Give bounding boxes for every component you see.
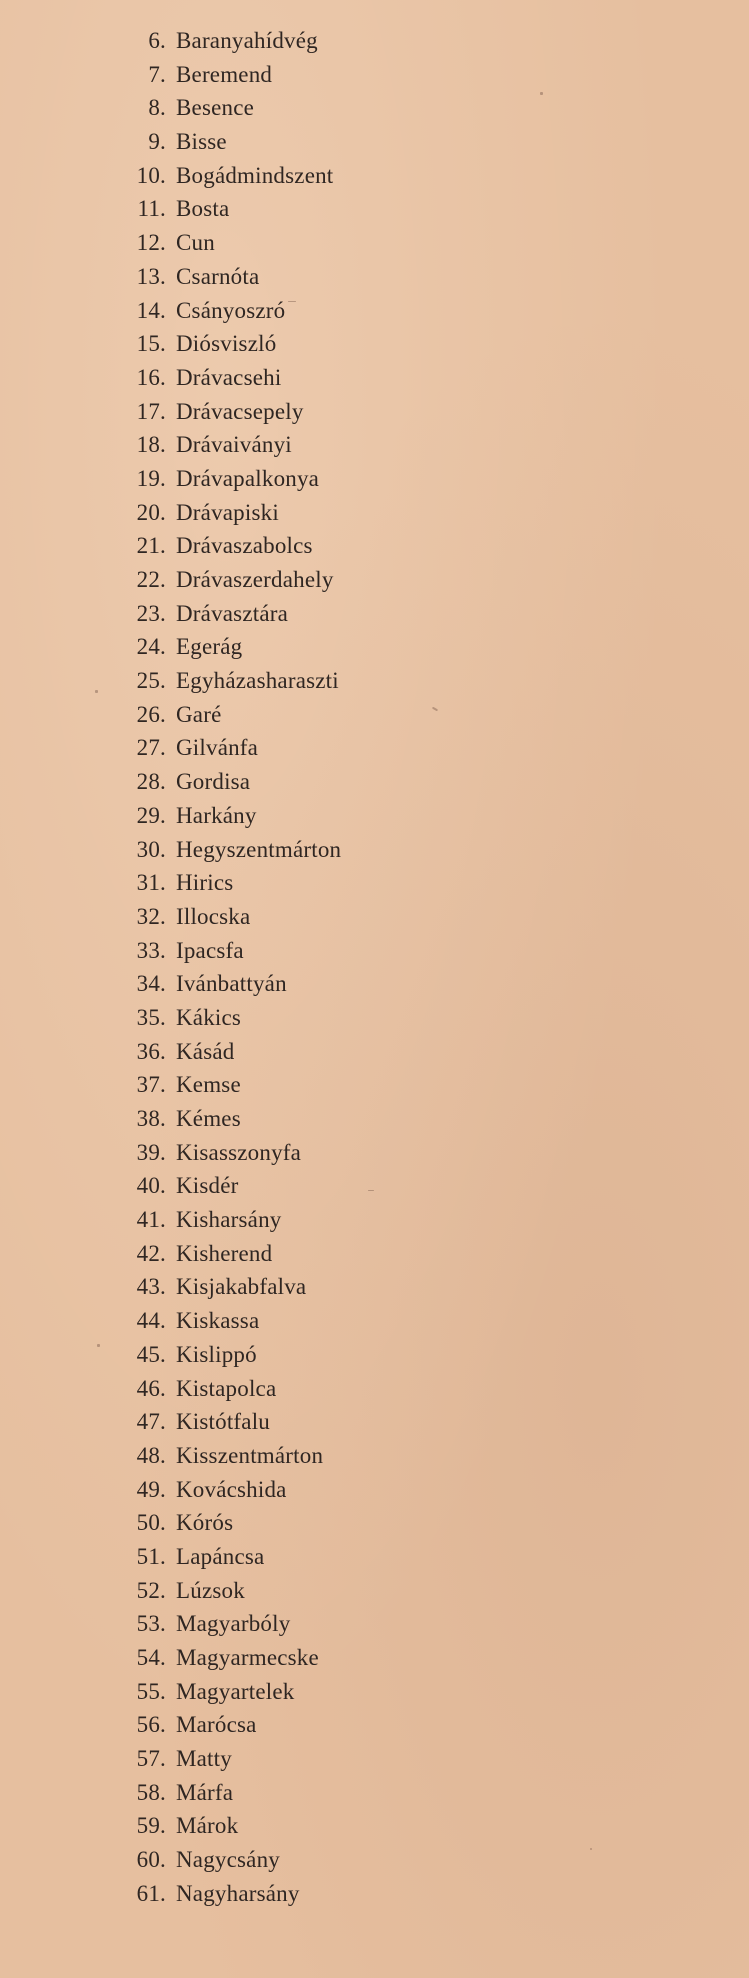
item-name: Magyarbóly xyxy=(176,1611,291,1637)
paper-speck xyxy=(540,92,543,95)
item-name: Matty xyxy=(176,1746,232,1772)
item-name: Kisharsány xyxy=(176,1207,282,1233)
item-name: Drávaszabolcs xyxy=(176,533,313,559)
item-name: Drávapalkonya xyxy=(176,465,320,491)
list-item xyxy=(110,698,341,732)
item-name: Kisszentmárton xyxy=(176,1442,324,1468)
item-number: 57. xyxy=(136,1746,166,1772)
item-number: 53. xyxy=(136,1611,166,1637)
item-number: 48. xyxy=(136,1442,166,1468)
item-number: 51. xyxy=(136,1543,166,1569)
list-item xyxy=(110,529,341,563)
list-item xyxy=(110,1203,341,1237)
item-number: 39. xyxy=(136,1139,166,1165)
list-item xyxy=(110,496,341,530)
paper-speck xyxy=(432,707,438,712)
list-item xyxy=(110,260,341,294)
item-number: 35. xyxy=(136,1004,166,1030)
settlement-list xyxy=(110,24,341,1911)
list-item xyxy=(110,1035,341,1069)
item-number: 38. xyxy=(136,1106,166,1131)
item-name: Kiskassa xyxy=(176,1308,260,1334)
paper-speck xyxy=(590,1848,592,1850)
list-item xyxy=(110,1675,341,1709)
item-name: Gilvánfa xyxy=(176,735,259,761)
paper-speck xyxy=(97,1344,100,1347)
item-name: Ipacsfa xyxy=(176,937,244,963)
item-name: Kistapolca xyxy=(176,1375,277,1401)
item-number: 56. xyxy=(136,1712,166,1738)
list-item xyxy=(110,1473,341,1507)
item-number: 58. xyxy=(136,1779,166,1805)
item-name: Illocska xyxy=(176,903,251,929)
item-name: Kislippó xyxy=(176,1341,257,1367)
list-item xyxy=(110,1439,341,1473)
list-item xyxy=(110,563,341,597)
list-item xyxy=(110,361,341,395)
item-name: Lapáncsa xyxy=(176,1543,265,1569)
list-item xyxy=(110,1809,341,1843)
item-number: 21. xyxy=(136,533,166,559)
item-number: 45. xyxy=(136,1341,166,1367)
list-item xyxy=(110,1574,341,1608)
item-name: Drávapiski xyxy=(176,499,279,525)
item-number: 40. xyxy=(136,1173,166,1199)
list-item xyxy=(110,1742,341,1776)
item-name: Drávasztára xyxy=(176,600,289,626)
item-name: Kisdér xyxy=(176,1173,239,1199)
list-item xyxy=(110,799,341,833)
item-name: Kémes xyxy=(176,1106,241,1131)
item-name: Kákics xyxy=(176,1004,242,1030)
list-item xyxy=(110,1506,341,1540)
list-item xyxy=(110,1237,341,1271)
item-name: Drávacsehi xyxy=(176,364,282,390)
list-item xyxy=(110,1304,341,1338)
item-name: Marócsa xyxy=(176,1712,257,1738)
item-name: Hirics xyxy=(176,870,234,896)
item-name: Besence xyxy=(176,95,255,121)
item-number: 25. xyxy=(136,668,166,694)
list-item xyxy=(110,1136,341,1170)
item-name: Lúzsok xyxy=(176,1577,245,1603)
item-name: Kisasszonyfa xyxy=(176,1139,302,1165)
item-name: Drávaiványi xyxy=(176,432,292,458)
item-name: Márok xyxy=(176,1813,239,1839)
item-name: Harkány xyxy=(176,802,257,828)
item-number: 37. xyxy=(136,1072,166,1098)
item-name: Egyházasharaszti xyxy=(176,668,339,694)
list-item xyxy=(110,731,341,765)
item-name: Márfa xyxy=(176,1779,234,1805)
list-item xyxy=(110,159,341,193)
list-item xyxy=(110,1843,341,1877)
item-number: 33. xyxy=(136,937,166,963)
item-number: 11. xyxy=(137,196,166,222)
item-name: Garé xyxy=(176,701,222,727)
item-name: Ivánbattyán xyxy=(176,971,287,997)
item-number: 19. xyxy=(136,465,166,491)
item-name: Drávaszerdahely xyxy=(176,567,334,592)
list-item xyxy=(110,630,341,664)
item-number: 28. xyxy=(136,769,166,795)
item-number: 23. xyxy=(136,600,166,626)
item-number: 60. xyxy=(136,1847,166,1873)
item-number: 13. xyxy=(136,263,166,289)
list-item xyxy=(110,395,341,429)
list-item xyxy=(110,934,341,968)
list-item xyxy=(110,1372,341,1406)
item-name: Nagycsány xyxy=(176,1847,280,1873)
item-number: 36. xyxy=(136,1038,166,1064)
item-number: 54. xyxy=(136,1645,166,1670)
list-item xyxy=(110,428,341,462)
list-item xyxy=(110,1877,341,1911)
item-number: 44. xyxy=(136,1308,166,1334)
item-name: Cun xyxy=(176,230,215,256)
item-number: 30. xyxy=(136,836,166,862)
list-item xyxy=(110,900,341,934)
item-name: Baranyahídvég xyxy=(176,28,318,53)
item-number: 14. xyxy=(136,297,166,323)
item-number: 26. xyxy=(136,701,166,727)
item-number: 18. xyxy=(136,432,166,458)
item-number: 46. xyxy=(136,1375,166,1401)
list-item xyxy=(110,765,341,799)
item-name: Kovácshida xyxy=(176,1476,287,1502)
list-item xyxy=(110,597,341,631)
list-item xyxy=(110,91,341,125)
list-item xyxy=(110,1641,341,1675)
list-item xyxy=(110,24,341,58)
list-item xyxy=(110,1405,341,1439)
paper-speck xyxy=(368,1190,374,1191)
list-item xyxy=(110,1068,341,1102)
item-number: 7. xyxy=(148,61,166,87)
item-number: 12. xyxy=(136,230,166,256)
item-name: Kistótfalu xyxy=(176,1409,270,1435)
paper-speck xyxy=(288,301,296,302)
item-name: Kemse xyxy=(176,1072,241,1098)
list-item xyxy=(110,1270,341,1304)
item-number: 52. xyxy=(136,1577,166,1603)
list-item xyxy=(110,1607,341,1641)
list-item xyxy=(110,1708,341,1742)
item-number: 55. xyxy=(136,1678,166,1704)
item-name: Gordisa xyxy=(176,769,251,795)
item-number: 22. xyxy=(136,567,166,592)
item-number: 10. xyxy=(136,162,166,188)
item-name: Kórós xyxy=(176,1510,234,1536)
list-item xyxy=(110,192,341,226)
item-name: Csarnóta xyxy=(176,263,260,289)
item-number: 32. xyxy=(136,903,166,929)
list-item xyxy=(110,866,341,900)
item-name: Diósviszló xyxy=(176,331,277,357)
item-number: 9. xyxy=(148,129,166,155)
item-name: Kisherend xyxy=(176,1240,273,1266)
list-item xyxy=(110,664,341,698)
list-item xyxy=(110,226,341,260)
item-number: 24. xyxy=(136,634,166,660)
list-item xyxy=(110,1001,341,1035)
list-item xyxy=(110,1338,341,1372)
item-name: Bogádmindszent xyxy=(176,162,334,188)
item-name: Drávacsepely xyxy=(176,398,304,424)
item-number: 61. xyxy=(136,1880,166,1906)
item-number: 29. xyxy=(136,802,166,828)
item-number: 20. xyxy=(136,499,166,525)
item-name: Magyartelek xyxy=(176,1678,295,1704)
item-number: 59. xyxy=(136,1813,166,1839)
item-name: Csányoszró xyxy=(176,297,286,323)
list-item xyxy=(110,1169,341,1203)
item-number: 8. xyxy=(148,95,166,121)
item-number: 42. xyxy=(136,1240,166,1266)
item-number: 43. xyxy=(136,1274,166,1300)
list-item xyxy=(110,294,341,328)
item-number: 49. xyxy=(136,1476,166,1502)
list-item xyxy=(110,462,341,496)
list-item xyxy=(110,967,341,1001)
item-number: 27. xyxy=(136,735,166,761)
list-item xyxy=(110,1102,341,1136)
item-name: Kisjakabfalva xyxy=(176,1274,307,1300)
item-number: 6. xyxy=(148,28,166,53)
list-item xyxy=(110,125,341,159)
item-number: 15. xyxy=(136,331,166,357)
list-item xyxy=(110,1776,341,1810)
item-name: Kásád xyxy=(176,1038,235,1064)
item-name: Bosta xyxy=(176,196,230,222)
item-name: Magyarmecske xyxy=(176,1645,319,1670)
item-number: 34. xyxy=(136,971,166,997)
item-name: Hegyszentmárton xyxy=(176,836,342,862)
paper-speck xyxy=(95,690,98,693)
list-item xyxy=(110,833,341,867)
item-number: 17. xyxy=(136,398,166,424)
item-number: 50. xyxy=(136,1510,166,1536)
item-number: 47. xyxy=(136,1409,166,1435)
list-item xyxy=(110,1540,341,1574)
item-number: 16. xyxy=(136,364,166,390)
item-name: Nagyharsány xyxy=(176,1880,300,1906)
item-name: Egerág xyxy=(176,634,243,660)
list-item xyxy=(110,327,341,361)
item-name: Beremend xyxy=(176,61,273,87)
list-item xyxy=(110,58,341,92)
item-number: 41. xyxy=(136,1207,166,1233)
item-name: Bisse xyxy=(176,129,227,155)
item-number: 31. xyxy=(136,870,166,896)
